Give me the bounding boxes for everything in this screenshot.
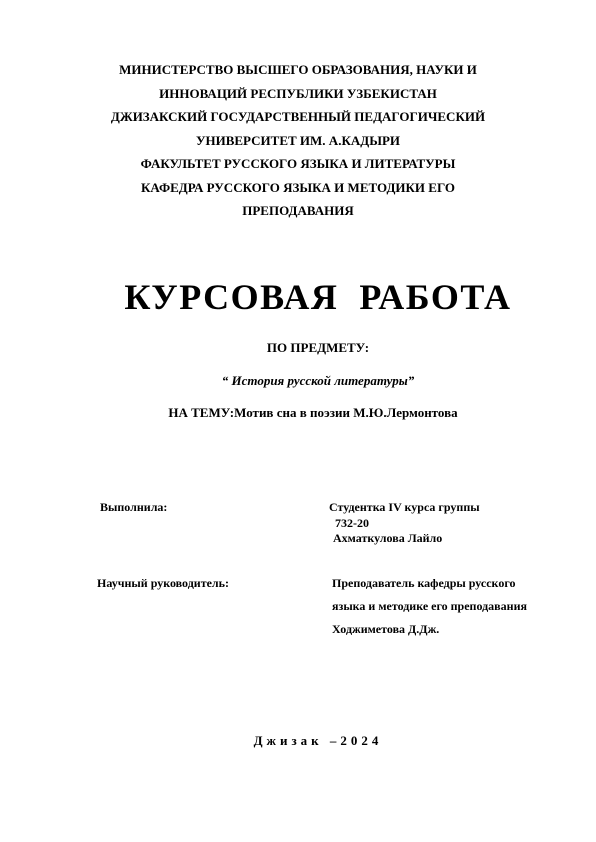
header-line: УНИВЕРСИТЕТ ИМ. А.КАДЫРИ xyxy=(195,132,401,148)
header-line: ДЖИЗАКСКИЙ ГОСУДАРСТВЕННЫЙ ПЕДАГОГИЧЕСКИЙ xyxy=(110,109,486,124)
header-line: КАФЕДРА РУССКОГО ЯЗЫКА И МЕТОДИКИ ЕГО xyxy=(140,179,456,195)
subject-label: ПО ПРЕДМЕТУ: xyxy=(266,340,370,355)
author-name: Ахматкулова Лайло xyxy=(333,531,443,545)
author-status: Студентка IV курса группы xyxy=(329,500,480,514)
supervisor-label: Научный руководитель: xyxy=(97,576,229,590)
supervisor-department: языка и методике его преподавания xyxy=(332,599,527,613)
author-label: Выполнила: xyxy=(100,500,168,514)
author-group: 732-20 xyxy=(335,516,369,530)
supervisor-position: Преподаватель кафедры русского xyxy=(332,576,516,590)
header-line: ПРЕПОДАВАНИЯ xyxy=(242,203,354,218)
subject-value: “ История русской литературы” xyxy=(221,373,415,388)
city-year: Джизак –2024 xyxy=(253,733,383,748)
header-line: МИНИСТЕРСТВО ВЫСШЕГО ОБРАЗОВАНИЯ, НАУКИ И xyxy=(119,62,477,77)
supervisor-name: Ходжиметова Д.Дж. xyxy=(332,622,440,636)
institution-header xyxy=(0,58,596,223)
header-line: ИННОВАЦИЙ РЕСПУБЛИКИ УЗБЕКИСТАН xyxy=(159,85,437,101)
header-line: ФАКУЛЬТЕТ РУССКОГО ЯЗЫКА И ЛИТЕРАТУРЫ xyxy=(140,156,456,171)
document-title: КУРСОВАЯ РАБОТА xyxy=(124,277,512,317)
topic-line: НА ТЕМУ:Мотив сна в поэзии М.Ю.Лермонтова xyxy=(168,405,458,420)
